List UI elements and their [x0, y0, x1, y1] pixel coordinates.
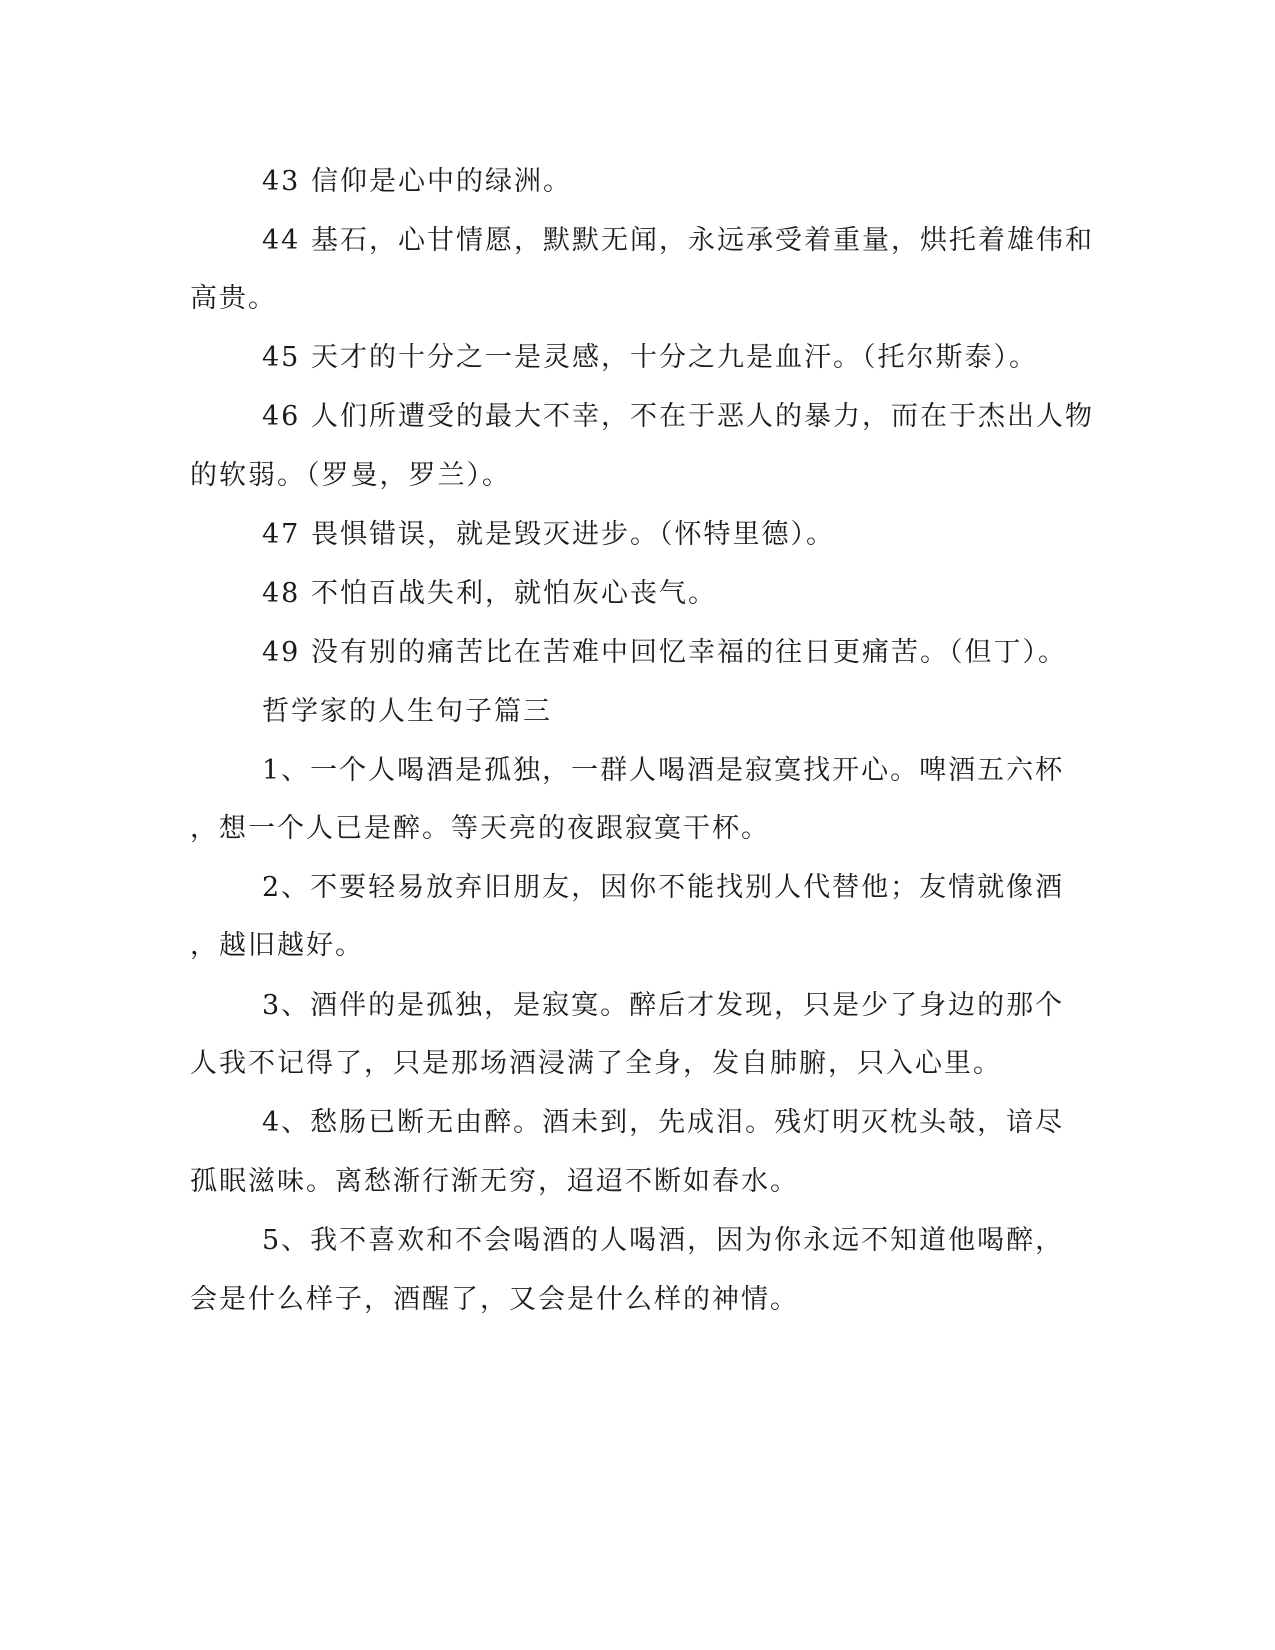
quote-48: 48 不怕百战失利，就怕灰心丧气。: [262, 578, 717, 609]
quote-46-line-1: 46 人们所遭受的最大不幸，不在于恶人的暴力，而在于杰出人物: [262, 401, 1094, 432]
item-2-line-2: ，越旧越好。: [190, 930, 364, 961]
item-1-line-1: 1、一个人喝酒是孤独，一群人喝酒是寂寞找开心。啤酒五六杯: [262, 755, 1065, 786]
item-4-line-1: 4、愁肠已断无由醉。酒未到，先成泪。残灯明灭枕头攲，谙尽: [262, 1107, 1065, 1138]
quote-44-line-1: 44 基石，心甘情愿，默默无闻，永远承受着重量，烘托着雄伟和: [262, 225, 1094, 256]
quote-44-line-2: 高贵。: [190, 283, 277, 314]
section-heading: 哲学家的人生句子篇三: [262, 696, 552, 727]
item-5-line-2: 会是什么样子，酒醒了，又会是什么样的神情。: [190, 1284, 799, 1315]
quote-47: 47 畏惧错误，就是毁灭进步。（怀特里德）。: [262, 519, 835, 550]
item-5-line-1: 5、我不喜欢和不会喝酒的人喝酒，因为你永远不知道他喝醉，: [262, 1225, 1065, 1256]
item-3-line-1: 3、酒伴的是孤独，是寂寞。醉后才发现，只是少了身边的那个: [262, 990, 1065, 1021]
item-2-line-1: 2、不要轻易放弃旧朋友，因你不能找别人代替他；友情就像酒: [262, 872, 1065, 903]
quote-43: 43 信仰是心中的绿洲。: [262, 166, 572, 197]
quote-49: 49 没有别的痛苦比在苦难中回忆幸福的往日更痛苦。（但丁）。: [262, 637, 1067, 668]
quote-45: 45 天才的十分之一是灵感，十分之九是血汗。（托尔斯泰）。: [262, 342, 1038, 373]
item-1-line-2: ，想一个人已是醉。等天亮的夜跟寂寞干杯。: [190, 813, 770, 844]
item-3-line-2: 人我不记得了，只是那场酒浸满了全身，发自肺腑，只入心里。: [190, 1048, 1002, 1079]
item-4-line-2: 孤眠滋味。离愁渐行渐无穷，迢迢不断如春水。: [190, 1166, 799, 1197]
quote-46-line-2: 的软弱。（罗曼，罗兰）。: [190, 460, 511, 491]
